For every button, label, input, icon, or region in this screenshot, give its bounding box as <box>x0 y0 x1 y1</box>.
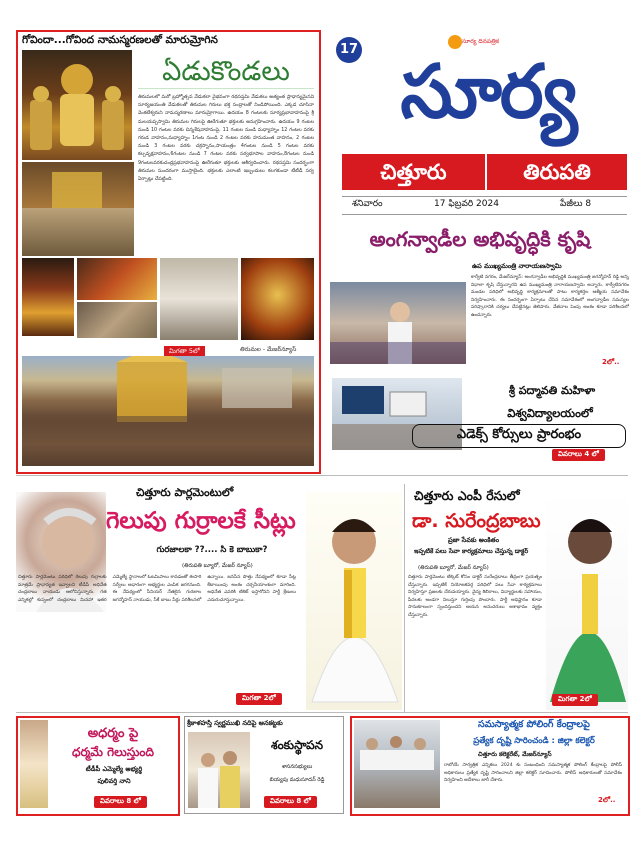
parliament-subhead: గురజాలకా ??.... సి కె బాబుకా? <box>156 545 268 555</box>
chariot-photo-3 <box>77 302 157 338</box>
padmavati-page-ref[interactable]: వివరాలు 4 లో <box>552 449 605 461</box>
padmavati-line1: శ్రీ పద్మావతి మహిళా <box>508 384 596 397</box>
anganwadi-body: కార్వేటి నగరం, మేజర్‌న్యూస్: అంగన్వాడీల అభివృద్ధికి ముఖ్యమంత్రి జగన్మోహన్ రెడ్డి అన్ని విధాలా కృషి చేస్తున్నారని ఉప ముఖ్యమంత్రి నారాయణస్వామి అన్నారు. కార్వేటినగరం మండల పరిధిలో అభివృద్ధి కార్యక్రమాలతో పాటు కార్యకర్తల ఆత్మీయ సమావేశం నిర్వహించారు. ఈ సందర్భంగా ఏర్పాటు చేసిన సమావేశంలో అంగన్వాడీల సమస్యల పరిష్కారానికి చర్యలు చేపట్టినట్లు తెలిపారు. వేతనాల పెంపు అంశం కూడా పరిశీలనలో ఉందన్నారు. <box>471 275 629 318</box>
masthead-day: శనివారం <box>352 199 383 209</box>
bottom-left-line2: ధర్మమే గెలుస్తుంది <box>72 745 154 759</box>
mp-body: చిత్తూరు పార్లమెంటు టిక్కెట్ కోసం డాక్టర్ సురేంద్రబాబు తీవ్రంగా ప్రయత్నం చేస్తున్నారు. ఇప్పటికే నియోజకవర్గ పరిధిలో పలు సేవా కార్యక్రమాలు నిర్వహిస్తూ ప్రజలకు చేరువయ్యారు. వైద్య శిబిరాలు, విద్యార్థులకు సహాయం, పేదలకు అండగా నిలుస్తూ గుర్తింపు పొందారు. పార్టీ అధిష్టానం కూడా సానుకూలంగా స్పందిస్తుందని ఆయన అనుచరులు ఆశాభావం వ్యక్తం చేస్తున్నారు. <box>408 575 542 618</box>
masthead-tagline: సూర్య దినపత్రిక <box>462 38 499 45</box>
bottom-mid-photo <box>188 732 250 808</box>
chariot-photo-2 <box>77 258 157 300</box>
left-story-page-ref[interactable]: మిగతా 5లో <box>164 346 205 358</box>
parliament-dateline: (తిరుపతి బ్యూరో, మేజర్ న్యూస్) <box>182 563 253 569</box>
date-rule-bottom <box>342 214 627 215</box>
mp-kicker: చిత్తూరు ఎంపీ రేసులో <box>414 488 520 503</box>
bottom-mid-headline: శంకుస్థాపన <box>270 738 324 752</box>
politician-photo-3 <box>546 492 628 710</box>
mp-headline: డా. సురేంద్రబాబు <box>412 510 541 532</box>
masthead-pages: పేజీలు 8 <box>560 199 592 209</box>
vertical-divider <box>404 484 405 712</box>
anganwadi-headline: అంగన్వాడీల అభివృద్ధికి కృషి <box>369 227 591 251</box>
deity-photo <box>22 50 132 160</box>
left-story-headline: ఏడుకొండలు <box>162 56 290 87</box>
mp-sub2: ఇప్పటికే పలు సేవా కార్యక్రమాలు చేస్తున్న డాక్టర్ <box>414 548 529 555</box>
mp-sub1: ప్రజా సేవకు అంకితం <box>448 536 500 544</box>
idol-photo <box>241 258 314 340</box>
dummy-headline-wrap <box>138 88 314 89</box>
section-divider <box>16 475 628 476</box>
parliament-kicker: చిత్తూరు పార్లమెంటులో <box>136 486 234 499</box>
left-story-kicker: గోవిందా...గోవింద నామస్మరణలతో మారుమ్రోగిన <box>22 34 218 46</box>
mp-dateline: (తిరుపతి బ్యూరో, మేజర్ న్యూస్) <box>418 565 489 571</box>
left-story-body: తిరుమలలో మరో బ్రహ్మోత్సవ వేడుకలా వైభవంగా రథసప్తమి వేడుకలు అత్యంత ప్రాధాన్యమైనవి సూర్యజయంతి వేడుకలతో తిరుమల గిరులు భక్త సంద్రాలతో నిండిపోయింది. ఎక్కడ చూసినా వెంకటేశ్వరుని నామస్మరణాలు మారుమ్రోగాయి. ఉదయం 8 గంటలకు సూర్యప్రభావాహనంపై శ్రీ మలయప్పస్వామి తిరుమల గిరులపై ఊరేగుతూ భక్తులకు అనుగ్రహించారు. ఉదయం 9 గంటల నుండి 10 గంటల వరకు చిన్నశేషవాహనంపై, 11 గంటల నుండి మధ్యాహ్నం 12 గంటల వరకు గరుడ వాహనం,మధ్యాహ్నం 1గంట నుండి 2 గంటల వరకు హనుమంత వాహనం, 2 గంటల నుండి 3 గంటల వరకు చక్రస్నానం,సాయంత్రం 4గంటల నుండి 5 గంటల వరకు కల్పవృక్షవాహనం,6గంటల నుండి 7 గంటల వరకు సర్వభూపాల వాహనం,8గంటల నుండి 9గంటలవరకుచంద్రప్రభవాహనంపై ఊరేగుతూ భక్తులకు ఆశీర్వదించారు. రథసప్తమి సందర్భంగా తిరుమల సుందరంగా ముస్తాబైంది. భక్తులకు ఎలాంటి ఇబ్బందులు కలగకుండా టీటీడీ సర్వ ఏర్పాట్లు చేపట్టింది. <box>138 95 314 183</box>
bottom-mid-kicker: శ్రీకాళహస్తి స్వర్ణముఖి నదిపై ఆనకట్టకు <box>187 719 283 727</box>
left-story-caption: తిరుమల - మేజర్‌న్యూస్ <box>240 346 297 353</box>
bottom-left-name: పులివర్తి నాని <box>97 777 131 785</box>
anganwadi-photo <box>330 282 466 364</box>
bottom-right-photo <box>354 720 440 808</box>
edition-tirupati[interactable]: తిరుపతి <box>487 154 627 190</box>
bottom-mid-page-ref[interactable]: వివరాలు 8 లో <box>264 796 317 808</box>
bottom-right-page-ref[interactable]: 2లో.. <box>598 796 616 804</box>
padmavati-line2: విశ్వవిద్యాలయంలో <box>507 406 593 420</box>
bottom-right-body: రాబోయే సార్వత్రిక ఎన్నికలు 2024 కు సంబంధించి సమస్యాత్మక పోలింగ్ కేంద్రాలపై పోలీస్ అధికారులు ప్రత్యేక దృష్టి సారించాలని జిల్లా కలెక్టర్ సూచించారు. పోలీస్ అధికారులతో సమావేశం నిర్వహించి ఆదేశాలు జారీ చేశారు. <box>444 763 622 784</box>
main-crowd-photo <box>22 356 314 466</box>
bottom-divider <box>16 712 628 713</box>
politician-photo-2 <box>306 492 402 710</box>
parliament-headline: గెలుపు గుర్రాలకే సీట్లు <box>106 508 296 534</box>
bottom-left-line1: అధర్మం పై <box>87 726 139 741</box>
bottom-right-dateline: చిత్తూరు కలెక్టరేట్, మేజర్‌న్యూస్ <box>478 751 552 758</box>
bottom-left-photo <box>20 720 48 808</box>
chariot-photo-1 <box>22 258 74 336</box>
bottom-right-line2: ప్రత్యేక దృష్టి సారించండి : జిల్లా కలెక్టర్ <box>473 735 595 745</box>
masthead-title: సూర్య <box>400 49 576 135</box>
parliament-page-ref[interactable]: మిగతా 2లో <box>236 693 282 705</box>
mp-page-ref[interactable]: మిగతా 2లో <box>552 694 598 706</box>
bottom-left-sub: టీడీపీ ఎమ్మెల్యే అభ్యర్థి <box>85 765 143 773</box>
bottom-mid-sub1: శాసనసభ్యులు <box>281 764 313 770</box>
anganwadi-page-ref[interactable]: 2లో.. <box>602 358 620 366</box>
bottom-left-page-ref[interactable]: వివరాలు 8 లో <box>94 796 147 808</box>
bottom-right-line1: సమస్యాత్మక పోలింగ్ కేంద్రాలపై <box>478 719 590 730</box>
padmavati-line3: ఎడెక్స్ కోర్సులు ప్రారంభం <box>412 424 626 448</box>
edition-chittoor[interactable]: చిత్తూరు <box>342 154 485 190</box>
anganwadi-subhead: ఉప ముఖ్యమంత్రి నారాయణస్వామి <box>472 262 562 270</box>
masthead-badge: 17 <box>336 37 362 63</box>
bottom-mid-sub2: బియ్యపు మధుసూదన్ రెడ్డి <box>269 777 325 783</box>
parliament-body: చిత్తూరు పార్లమెంటు పరిధిలో గెలుపు గుర్రాలకు మాత్రమే ప్రాధాన్యత ఇవ్వాలని టీడీపీ అధినేత చంద్రబాబు నాయుడు ఆలోచిస్తున్నారు. గత ఎన్నికల్లో కుప్పంలో చంద్రబాబు మినహా ఇతర ఎమ్మెల్యే స్థానాలలో ఓటమిపాలు కావడంతో ఈసారి సర్వేలు ఆధారంగా అభ్యర్థుల ఎంపిక జరగనుంది. ఈ నేపథ్యంలో సీనియర్ నేతలైన గురజాల జగన్మోహన్ నాయుడు, సీకే బాబు పేర్లు పరిశీలనలో ఉన్నాయి. జనసేన పొత్తు నేపథ్యంలో కూడా సీట్ల కేటాయింపు అంశం చర్చనీయాంశంగా మారింది. అధినేత ఎవరికి టికెట్ ఇస్తారోనని పార్టీ శ్రేణులు ఎదురుచూస్తున్నాయి. <box>18 575 296 603</box>
masthead-date: 17 ఫిబ్రవరి 2024 <box>434 199 499 209</box>
date-rule-top <box>342 196 627 197</box>
crowd-photo-small <box>22 208 134 256</box>
crowd-photo-2 <box>160 258 238 340</box>
